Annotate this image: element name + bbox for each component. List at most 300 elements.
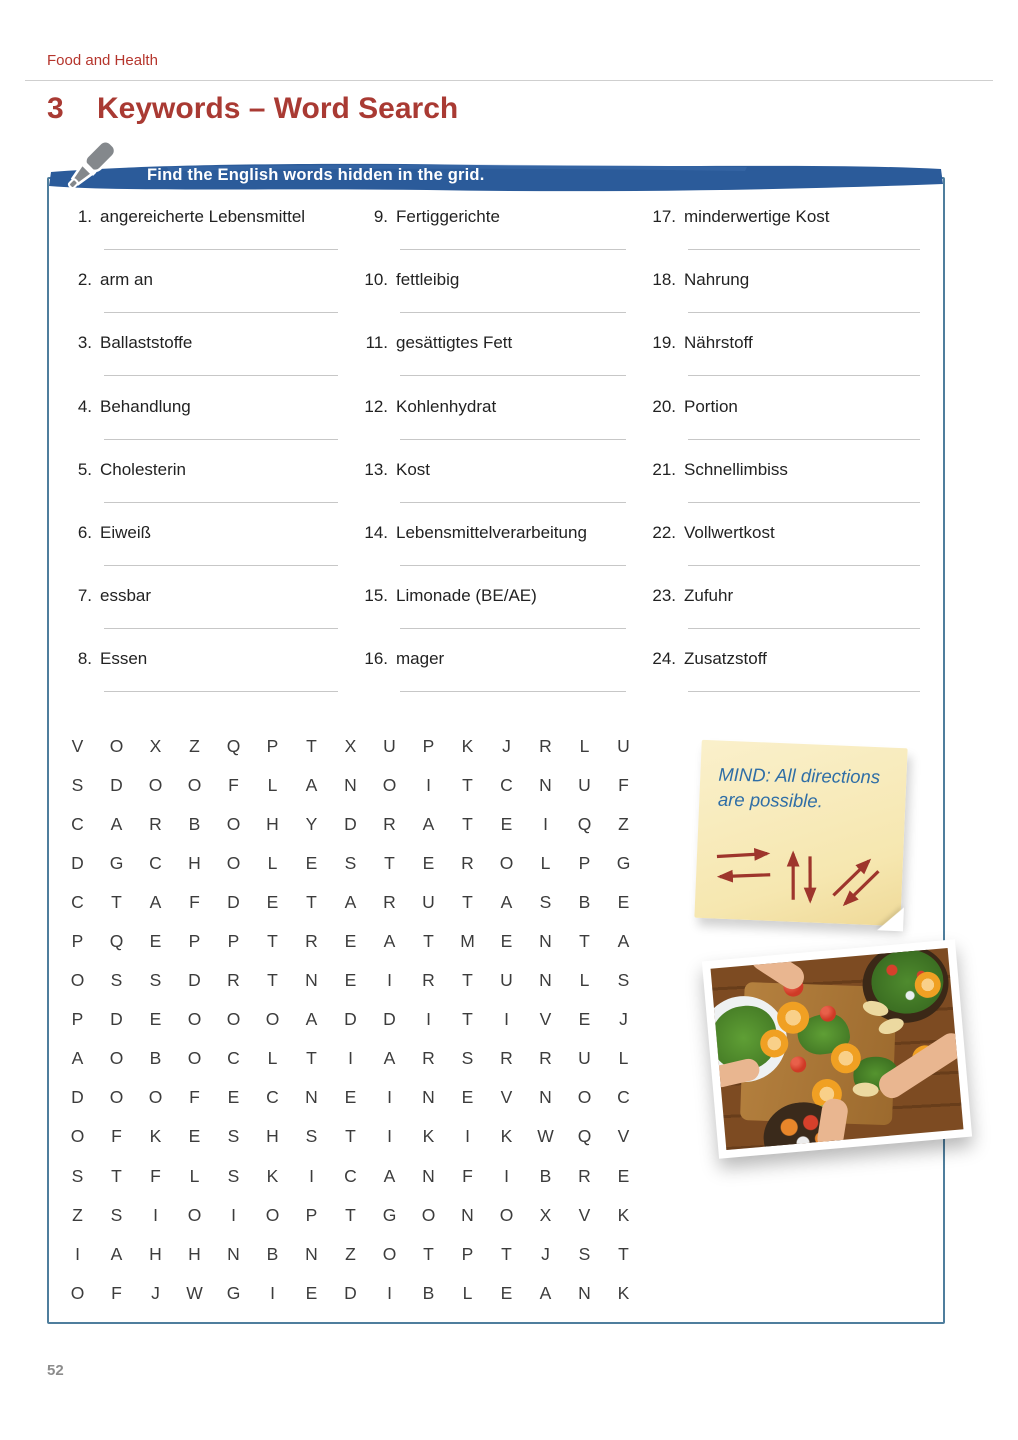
answer-line	[104, 691, 338, 692]
grid-letter: O	[265, 1204, 280, 1225]
grid-letter: I	[387, 1087, 392, 1108]
grid-letter: O	[226, 813, 241, 834]
grid-letter: T	[462, 774, 473, 795]
grid-letter: K	[617, 1282, 630, 1303]
word-item-label: Cholesterin	[100, 459, 186, 479]
answer-line	[400, 312, 626, 313]
grid-letter: N	[461, 1204, 474, 1225]
grid-letter: T	[384, 852, 395, 873]
word-item	[362, 268, 628, 331]
grid-letter: F	[189, 892, 200, 913]
grid-letter: B	[266, 1243, 279, 1264]
grid-letter: O	[226, 852, 241, 873]
grid-letter: I	[426, 774, 431, 795]
grid-letter: R	[461, 852, 474, 873]
word-item-label: angereicherte Lebensmittel	[100, 207, 306, 226]
grid-letter: H	[188, 852, 201, 873]
grid-letter: D	[110, 774, 123, 795]
grid-letter: D	[71, 1087, 84, 1108]
grid-letter: T	[111, 1165, 122, 1186]
word-item-number: 23.	[652, 586, 676, 606]
grid-letter: F	[189, 1087, 200, 1108]
answer-line	[688, 312, 920, 313]
grid-letter: A	[617, 931, 630, 952]
grid-letter: U	[578, 774, 591, 795]
answer-line	[688, 249, 920, 250]
grid-letter: O	[109, 1048, 124, 1069]
grid-letter: F	[111, 1282, 122, 1303]
grid-letter: Z	[72, 1204, 83, 1225]
grid-letter: O	[265, 1009, 280, 1030]
grid-letter: R	[149, 813, 162, 834]
word-item-label: Vollwertkost	[684, 522, 775, 542]
grid-letter: C	[149, 852, 162, 873]
grid-letter: C	[617, 1087, 630, 1108]
grid-letter: N	[305, 970, 318, 991]
grid-letter: B	[149, 1048, 162, 1069]
grid-letter: Z	[345, 1243, 356, 1264]
word-item	[650, 395, 922, 458]
grid-letter: E	[149, 931, 162, 952]
grid-letter: I	[504, 1009, 509, 1030]
grid-letter: P	[71, 931, 84, 952]
word-item-label: Kost	[396, 459, 431, 479]
grid-letter: O	[148, 1087, 163, 1108]
grid-letter: I	[387, 1126, 392, 1147]
answer-line	[104, 249, 338, 250]
grid-letter: I	[270, 1282, 275, 1303]
grid-letter: O	[187, 1009, 202, 1030]
word-search-grid	[58, 727, 643, 1313]
grid-letter: D	[188, 970, 201, 991]
grid-letter: E	[422, 852, 435, 873]
grid-letter: B	[578, 892, 591, 913]
answer-line	[688, 628, 920, 629]
word-item-number: 12.	[364, 396, 388, 416]
grid-letter: I	[153, 1204, 158, 1225]
sticky-note	[694, 740, 907, 926]
grid-letter: E	[500, 931, 513, 952]
word-item-number: 18.	[652, 270, 676, 290]
grid-letter: N	[305, 1243, 318, 1264]
sticky-note-text: MIND: All directions are possible.	[717, 763, 881, 812]
grid-letter: P	[227, 931, 240, 952]
grid-letter: P	[578, 852, 591, 873]
grid-letter: O	[226, 1009, 241, 1030]
grid-letter: R	[539, 1048, 552, 1069]
answer-line	[688, 565, 920, 566]
instruction-banner	[47, 159, 945, 195]
grid-letter: Y	[305, 813, 318, 834]
answer-line	[400, 249, 626, 250]
grid-letter: E	[344, 1087, 357, 1108]
grid-letter: R	[422, 970, 435, 991]
grid-letter: S	[110, 1204, 123, 1225]
grid-letter: I	[387, 1282, 392, 1303]
grid-letter: H	[266, 813, 279, 834]
word-item-label: Lebensmittelverarbeitung	[396, 522, 587, 542]
grid-letter: O	[382, 1243, 397, 1264]
grid-letter: I	[426, 1009, 431, 1030]
word-item-label: Nährstoff	[684, 333, 753, 353]
grid-letter: O	[70, 1126, 85, 1147]
grid-letter: F	[111, 1126, 122, 1147]
grid-letter: G	[616, 852, 631, 873]
grid-letter: A	[500, 892, 513, 913]
grid-letter: M	[460, 931, 475, 952]
word-item	[66, 647, 340, 710]
grid-letter: C	[71, 813, 84, 834]
grid-letter: U	[578, 1048, 591, 1069]
word-item-number: 3.	[77, 333, 92, 353]
word-item-label: Zusatzstoff	[684, 649, 767, 669]
grid-letter: T	[618, 1243, 629, 1264]
grid-letter: E	[500, 813, 513, 834]
word-item-number: 22.	[652, 522, 676, 542]
grid-letter: A	[71, 1048, 84, 1069]
grid-letter: C	[344, 1165, 357, 1186]
grid-letter: D	[344, 1009, 357, 1030]
food-photo	[702, 939, 972, 1158]
grid-letter: T	[579, 931, 590, 952]
word-item	[362, 331, 628, 394]
word-item-label: Schnellimbiss	[684, 459, 788, 479]
grid-letter: J	[502, 735, 511, 756]
grid-letter: N	[539, 970, 552, 991]
word-item-label: arm an	[100, 270, 153, 290]
answer-line	[400, 502, 626, 503]
grid-letter: T	[345, 1204, 356, 1225]
grid-letter: N	[539, 1087, 552, 1108]
word-item-label: Ballaststoffe	[100, 333, 193, 353]
grid-letter: P	[188, 931, 201, 952]
grid-letter: R	[305, 931, 318, 952]
grid-letter: D	[110, 1009, 123, 1030]
grid-letter: T	[306, 1048, 317, 1069]
grid-letter: Q	[109, 931, 124, 952]
grid-letter: F	[462, 1165, 473, 1186]
grid-letter: F	[618, 774, 629, 795]
grid-letter: F	[228, 774, 239, 795]
grid-letter: R	[383, 813, 396, 834]
word-item-number: 19.	[652, 333, 676, 353]
grid-letter: T	[345, 1126, 356, 1147]
word-item-number: 11.	[365, 333, 388, 353]
grid-letter: I	[75, 1243, 80, 1264]
answer-line	[688, 691, 920, 692]
grid-letter: V	[71, 735, 84, 756]
grid-letter: X	[149, 735, 162, 756]
grid-letter: C	[500, 774, 513, 795]
grid-letter: O	[70, 970, 85, 991]
grid-letter: I	[348, 1048, 353, 1069]
grid-letter: P	[461, 1243, 474, 1264]
grid-letter: A	[344, 892, 357, 913]
grid-letter: N	[539, 774, 552, 795]
grid-letter: O	[70, 1282, 85, 1303]
word-item-number: 14.	[364, 522, 388, 542]
grid-letter: R	[578, 1165, 591, 1186]
grid-letter: L	[189, 1165, 200, 1186]
answer-line	[104, 502, 338, 503]
answer-line	[104, 312, 338, 313]
word-item	[362, 584, 628, 647]
grid-letter: G	[226, 1282, 241, 1303]
word-item	[66, 395, 340, 458]
word-item-label: Portion	[684, 396, 738, 416]
word-item	[362, 647, 628, 710]
word-item-label: mager	[396, 649, 445, 669]
word-item	[66, 331, 340, 394]
word-item	[650, 331, 922, 394]
grid-letter: Z	[189, 735, 200, 756]
grid-letter: V	[617, 1126, 630, 1147]
grid-letter: A	[383, 931, 396, 952]
word-item-number: 5.	[77, 459, 92, 479]
grid-letter: E	[461, 1087, 474, 1108]
grid-letter: T	[462, 892, 473, 913]
grid-letter: C	[227, 1048, 240, 1069]
grid-letter: Z	[618, 813, 629, 834]
grid-letter: N	[422, 1165, 435, 1186]
grid-letter: L	[267, 1048, 278, 1069]
grid-letter: F	[150, 1165, 161, 1186]
grid-letter: E	[500, 1282, 513, 1303]
grid-letter: A	[305, 774, 318, 795]
grid-letter: A	[422, 813, 435, 834]
grid-letter: T	[306, 735, 317, 756]
grid-letter: T	[501, 1243, 512, 1264]
answer-line	[400, 691, 626, 692]
answer-line	[104, 375, 338, 376]
word-item-number: 15.	[364, 586, 388, 606]
word-item-label: minderwertige Kost	[684, 207, 830, 226]
answer-line	[688, 375, 920, 376]
grid-letter: U	[383, 735, 396, 756]
grid-letter: K	[266, 1165, 279, 1186]
grid-letter: H	[149, 1243, 162, 1264]
grid-letter: I	[465, 1126, 470, 1147]
grid-letter: S	[539, 892, 552, 913]
grid-letter: K	[617, 1204, 630, 1225]
word-item-label: Nahrung	[684, 270, 750, 290]
grid-letter: V	[539, 1009, 552, 1030]
grid-letter: U	[422, 892, 435, 913]
grid-letter: B	[539, 1165, 552, 1186]
word-item-label: gesättigtes Fett	[396, 333, 513, 353]
grid-letter: H	[266, 1126, 279, 1147]
grid-letter: O	[187, 1204, 202, 1225]
answer-line	[104, 628, 338, 629]
grid-letter: S	[71, 1165, 84, 1186]
word-item-number: 8.	[77, 649, 92, 669]
grid-letter: R	[227, 970, 240, 991]
word-item	[650, 647, 922, 710]
grid-letter: E	[344, 970, 357, 991]
grid-letter: O	[187, 774, 202, 795]
grid-letter: L	[540, 852, 551, 873]
word-item	[362, 205, 628, 268]
grid-letter: O	[499, 852, 514, 873]
grid-letter: C	[266, 1087, 279, 1108]
grid-letter: L	[618, 1048, 629, 1069]
grid-letter: S	[110, 970, 123, 991]
grid-letter: C	[71, 892, 84, 913]
grid-letter: T	[462, 970, 473, 991]
grid-letter: O	[187, 1048, 202, 1069]
word-item-number: 4.	[77, 396, 92, 416]
word-item-number: 7.	[77, 586, 92, 606]
word-item-number: 20.	[652, 396, 676, 416]
grid-letter: L	[579, 970, 590, 991]
grid-letter: S	[344, 852, 357, 873]
grid-letter: L	[579, 735, 590, 756]
word-item	[66, 205, 340, 268]
grid-letter: I	[543, 813, 548, 834]
word-item	[650, 584, 922, 647]
grid-letter: O	[109, 735, 124, 756]
grid-letter: E	[305, 1282, 318, 1303]
grid-letter: T	[306, 892, 317, 913]
grid-letter: A	[383, 1165, 396, 1186]
word-item-number: 9.	[373, 207, 388, 226]
grid-letter: E	[188, 1126, 201, 1147]
grid-letter: G	[109, 852, 124, 873]
word-item-label: Zufuhr	[684, 586, 734, 606]
word-item	[66, 584, 340, 647]
grid-letter: T	[462, 813, 473, 834]
word-item-number: 13.	[364, 459, 388, 479]
grid-letter: T	[267, 931, 278, 952]
word-item-number: 1.	[77, 207, 92, 226]
grid-letter: U	[617, 735, 630, 756]
grid-letter: A	[149, 892, 162, 913]
grid-letter: I	[504, 1165, 509, 1186]
grid-letter: K	[500, 1126, 513, 1147]
header-divider	[25, 80, 993, 81]
grid-letter: R	[422, 1048, 435, 1069]
section-number: 3	[47, 92, 64, 125]
word-item-label: Essen	[100, 649, 148, 669]
word-item-number: 21.	[652, 459, 676, 479]
grid-letter: S	[71, 774, 84, 795]
breadcrumb: Food and Health	[47, 52, 158, 69]
grid-letter: D	[383, 1009, 396, 1030]
grid-letter: H	[188, 1243, 201, 1264]
grid-letter: A	[110, 813, 123, 834]
word-item	[650, 268, 922, 331]
word-item-number: 24.	[652, 649, 676, 669]
grid-letter: O	[148, 774, 163, 795]
grid-letter: Q	[577, 813, 592, 834]
grid-letter: N	[422, 1087, 435, 1108]
grid-letter: K	[422, 1126, 435, 1147]
grid-letter: T	[111, 892, 122, 913]
word-item-label: Kohlenhydrat	[396, 396, 497, 416]
grid-letter: S	[305, 1126, 318, 1147]
grid-letter: P	[305, 1204, 318, 1225]
grid-letter: P	[422, 735, 435, 756]
word-item	[362, 395, 628, 458]
grid-letter: R	[500, 1048, 513, 1069]
grid-letter: P	[71, 1009, 84, 1030]
grid-letter: O	[109, 1087, 124, 1108]
word-item-label: Fertiggerichte	[396, 207, 500, 226]
answer-line	[688, 502, 920, 503]
grid-letter: V	[500, 1087, 513, 1108]
grid-letter: X	[344, 735, 357, 756]
grid-letter: U	[500, 970, 513, 991]
grid-letter: I	[309, 1165, 314, 1186]
grid-letter: O	[499, 1204, 514, 1225]
grid-letter: T	[267, 970, 278, 991]
grid-letter: E	[266, 892, 279, 913]
answer-line	[400, 439, 626, 440]
grid-letter: I	[231, 1204, 236, 1225]
word-item	[66, 521, 340, 584]
word-item	[650, 205, 922, 268]
grid-letter: W	[186, 1282, 203, 1303]
grid-letter: W	[537, 1126, 554, 1147]
page-title: Keywords – Word Search	[97, 92, 459, 125]
grid-letter: E	[617, 892, 630, 913]
grid-letter: D	[344, 1282, 357, 1303]
word-item-label: essbar	[100, 586, 152, 606]
grid-letter: N	[227, 1243, 240, 1264]
grid-letter: K	[461, 735, 474, 756]
grid-letter: D	[71, 852, 84, 873]
grid-letter: L	[267, 774, 278, 795]
answer-line	[688, 439, 920, 440]
grid-letter: B	[422, 1282, 435, 1303]
grid-letter: N	[539, 931, 552, 952]
grid-letter: G	[382, 1204, 397, 1225]
grid-letter: Q	[577, 1126, 592, 1147]
grid-letter: N	[305, 1087, 318, 1108]
word-item-label: fettleibig	[396, 270, 460, 290]
grid-letter: B	[188, 813, 201, 834]
grid-letter: S	[461, 1048, 474, 1069]
grid-letter: A	[110, 1243, 123, 1264]
grid-letter: T	[462, 1009, 473, 1030]
grid-letter: N	[578, 1282, 591, 1303]
instruction-text: Find the English words hidden in the grid.	[147, 166, 485, 184]
answer-line	[400, 565, 626, 566]
grid-letter: E	[305, 852, 318, 873]
grid-letter: S	[227, 1165, 240, 1186]
word-item-number: 17.	[652, 207, 676, 226]
grid-letter: O	[421, 1204, 436, 1225]
grid-letter: P	[266, 735, 279, 756]
grid-letter: S	[227, 1126, 240, 1147]
marker-pen-icon	[52, 130, 126, 206]
grid-letter: J	[541, 1243, 550, 1264]
grid-letter: T	[423, 1243, 434, 1264]
grid-letter: K	[149, 1126, 162, 1147]
word-item-number: 6.	[77, 522, 92, 542]
grid-letter: O	[382, 774, 397, 795]
answer-line	[400, 628, 626, 629]
word-item	[66, 268, 340, 331]
grid-letter: D	[227, 892, 240, 913]
word-item-label: Eiweiß	[100, 522, 152, 542]
grid-letter: E	[344, 931, 357, 952]
grid-letter: J	[619, 1009, 628, 1030]
grid-letter: A	[539, 1282, 552, 1303]
food-photo-image	[711, 948, 964, 1150]
grid-letter: L	[267, 852, 278, 873]
grid-letter: E	[617, 1165, 630, 1186]
